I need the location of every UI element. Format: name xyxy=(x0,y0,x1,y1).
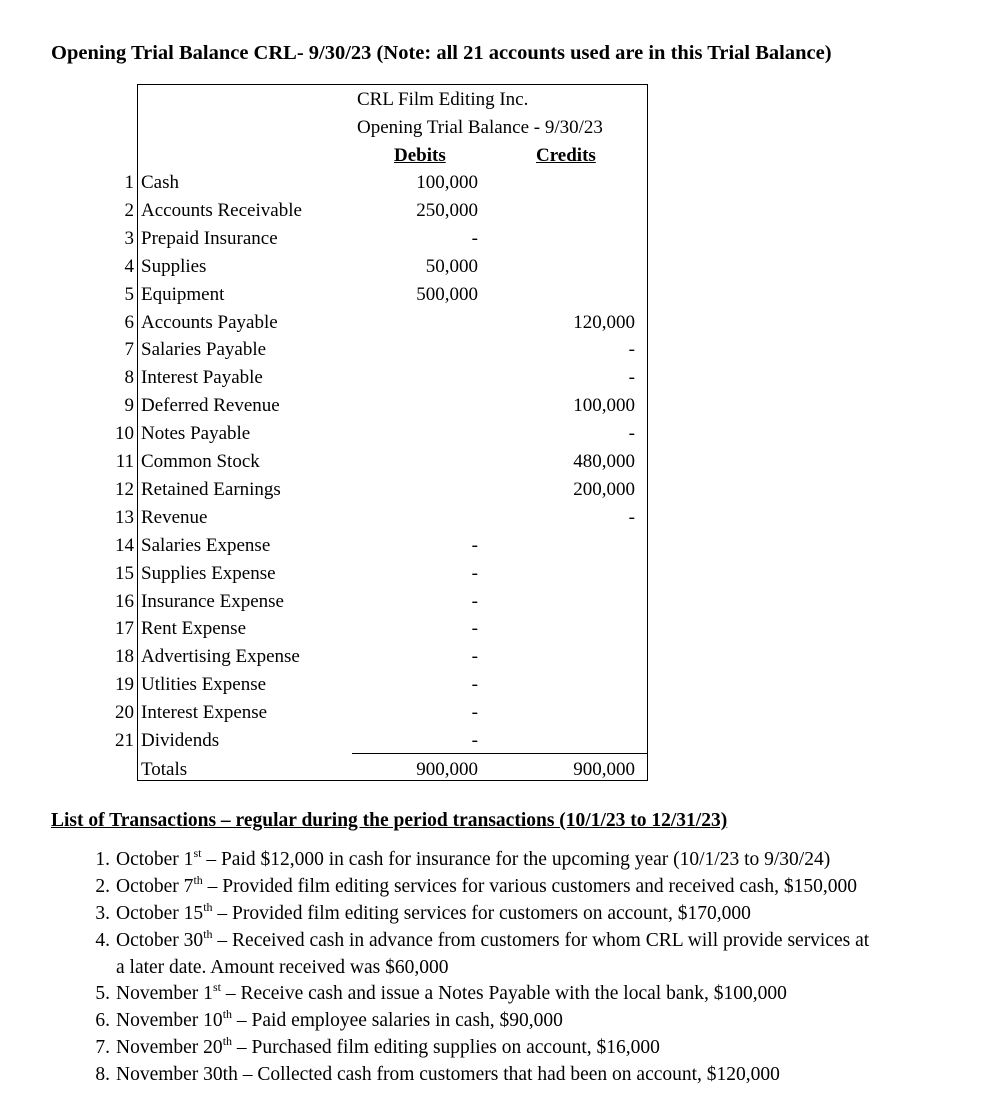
debit-amount: 100,000 xyxy=(416,172,478,193)
credit-amount: 480,000 xyxy=(573,451,635,472)
account-number: 16 xyxy=(115,591,134,612)
credit-amount: - xyxy=(628,507,635,528)
transaction-description: – Provided film editing services for various customers and received cash, $150,000 xyxy=(202,876,857,897)
account-name: Deferred Revenue xyxy=(141,395,280,416)
ordinal-suffix: th xyxy=(203,927,213,941)
transaction-number: 6. xyxy=(95,1010,110,1031)
transaction-date: November 20 xyxy=(116,1037,223,1058)
transaction-number: 8. xyxy=(95,1064,110,1085)
transaction-description: – Paid employee salaries in cash, $90,000 xyxy=(232,1010,563,1031)
account-number: 6 xyxy=(124,312,134,333)
transaction-date: October 7 xyxy=(116,876,194,897)
ordinal-suffix: th xyxy=(222,1007,233,1021)
credit-amount: 100,000 xyxy=(573,395,635,416)
credit-amount: 120,000 xyxy=(573,312,635,333)
account-name: Revenue xyxy=(141,507,208,528)
account-number: 17 xyxy=(115,618,134,639)
transaction-text xyxy=(116,900,751,924)
credits-header: Credits xyxy=(536,145,596,166)
account-name: Accounts Receivable xyxy=(141,200,302,221)
account-name: Supplies Expense xyxy=(141,563,276,584)
transaction-number: 3. xyxy=(95,903,110,924)
credit-amount: - xyxy=(628,367,635,388)
transaction-text xyxy=(116,1007,563,1031)
account-number: 2 xyxy=(124,200,134,221)
trial-balance-subtitle: Opening Trial Balance - 9/30/23 xyxy=(357,117,603,138)
transaction-text xyxy=(116,1034,660,1058)
credit-amount: 200,000 xyxy=(573,479,635,500)
debit-amount: - xyxy=(471,228,478,249)
account-name: Interest Payable xyxy=(141,367,263,388)
debit-amount: - xyxy=(471,674,478,695)
account-number: 3 xyxy=(124,228,134,249)
account-name: Salaries Expense xyxy=(141,535,271,556)
ordinal-suffix: th xyxy=(193,873,203,887)
transactions-title: List of Transactions – regular during the period transactions (10/1/23 to 12/31/23) xyxy=(51,810,728,831)
account-name: Dividends xyxy=(141,730,220,751)
total-credits: 900,000 xyxy=(573,759,635,780)
page-heading: Opening Trial Balance CRL- 9/30/23 (Note: all 21 accounts used are in this Trial Balance) xyxy=(51,42,832,64)
transaction-date: November 10 xyxy=(116,1010,223,1031)
transaction-date: November 1 xyxy=(116,983,213,1004)
debit-amount: - xyxy=(471,563,478,584)
row-number-divider xyxy=(137,173,138,753)
transaction-text xyxy=(116,846,831,870)
account-name: Rent Expense xyxy=(141,618,247,639)
account-name: Salaries Payable xyxy=(141,339,267,360)
total-debits: 900,000 xyxy=(416,759,478,780)
account-name: Supplies xyxy=(141,256,207,277)
account-number: 5 xyxy=(124,284,134,305)
transaction-description: – Received cash in advance from customers for whom CRL will provide services at xyxy=(212,930,870,951)
transaction-number: 2. xyxy=(95,876,110,897)
account-name: Equipment xyxy=(141,284,225,305)
account-number: 7 xyxy=(124,339,134,360)
transaction-description: – Collected cash from customers that had been on account, $120,000 xyxy=(237,1064,780,1085)
debit-amount: - xyxy=(471,618,478,639)
debit-amount: 500,000 xyxy=(416,284,478,305)
account-name: Common Stock xyxy=(141,451,260,472)
totals-label: Totals xyxy=(141,759,188,780)
account-name: Accounts Payable xyxy=(141,312,278,333)
debit-amount: 250,000 xyxy=(416,200,478,221)
debit-amount: - xyxy=(471,702,478,723)
debit-amount: - xyxy=(471,730,478,751)
account-number: 10 xyxy=(115,423,134,444)
account-name: Interest Expense xyxy=(141,702,268,723)
account-number: 9 xyxy=(124,395,134,416)
account-number: 19 xyxy=(115,674,134,695)
account-number: 20 xyxy=(115,702,134,723)
account-number: 12 xyxy=(115,479,134,500)
account-number: 21 xyxy=(115,730,134,751)
account-name: Notes Payable xyxy=(141,423,251,444)
transaction-description: – Purchased film editing supplies on account, $16,000 xyxy=(232,1037,660,1058)
transaction-date: October 1 xyxy=(116,849,194,870)
transaction-date: October 30 xyxy=(116,930,204,951)
credit-amount: - xyxy=(628,423,635,444)
account-name: Utlities Expense xyxy=(141,674,267,695)
debits-header: Debits xyxy=(394,145,446,166)
debit-amount: 50,000 xyxy=(425,256,478,277)
account-number: 8 xyxy=(124,367,134,388)
account-number: 4 xyxy=(124,256,134,277)
totals-rule xyxy=(352,753,648,754)
ordinal-suffix: th xyxy=(222,1034,233,1048)
debit-amount: - xyxy=(471,535,478,556)
transaction-continuation: a later date. Amount received was $60,000 xyxy=(116,957,449,978)
account-name: Insurance Expense xyxy=(141,591,284,612)
transaction-text xyxy=(116,980,787,1004)
company-name: CRL Film Editing Inc. xyxy=(357,89,529,110)
account-number: 15 xyxy=(115,563,134,584)
account-number: 13 xyxy=(115,507,134,528)
debit-amount: - xyxy=(471,591,478,612)
transaction-description: – Receive cash and issue a Notes Payable with the local bank, $100,000 xyxy=(220,983,787,1004)
transaction-number: 4. xyxy=(95,930,110,951)
transaction-text xyxy=(116,927,870,951)
transaction-description: – Paid $12,000 in cash for insurance for the upcoming year (10/1/23 to 9/30/24) xyxy=(201,849,831,870)
account-number: 1 xyxy=(124,172,134,193)
account-name: Cash xyxy=(141,172,179,193)
ordinal-suffix: th xyxy=(203,900,213,914)
ordinal-suffix: st xyxy=(212,980,221,994)
account-name: Retained Earnings xyxy=(141,479,281,500)
transaction-date: October 15 xyxy=(116,903,204,924)
transaction-date: November 30th xyxy=(116,1064,238,1085)
account-name: Prepaid Insurance xyxy=(141,228,278,249)
account-name: Advertising Expense xyxy=(141,646,300,667)
credit-amount: - xyxy=(628,339,635,360)
transaction-text xyxy=(116,873,857,897)
debit-amount: - xyxy=(471,646,478,667)
account-number: 11 xyxy=(115,451,134,472)
transaction-number: 7. xyxy=(95,1037,110,1058)
transaction-description: – Provided film editing services for customers on account, $170,000 xyxy=(212,903,751,924)
account-number: 18 xyxy=(115,646,134,667)
transaction-text xyxy=(116,1065,780,1085)
ordinal-suffix: st xyxy=(193,846,202,860)
account-number: 14 xyxy=(115,535,134,556)
transaction-number: 5. xyxy=(95,983,110,1004)
transaction-number: 1. xyxy=(95,849,110,870)
